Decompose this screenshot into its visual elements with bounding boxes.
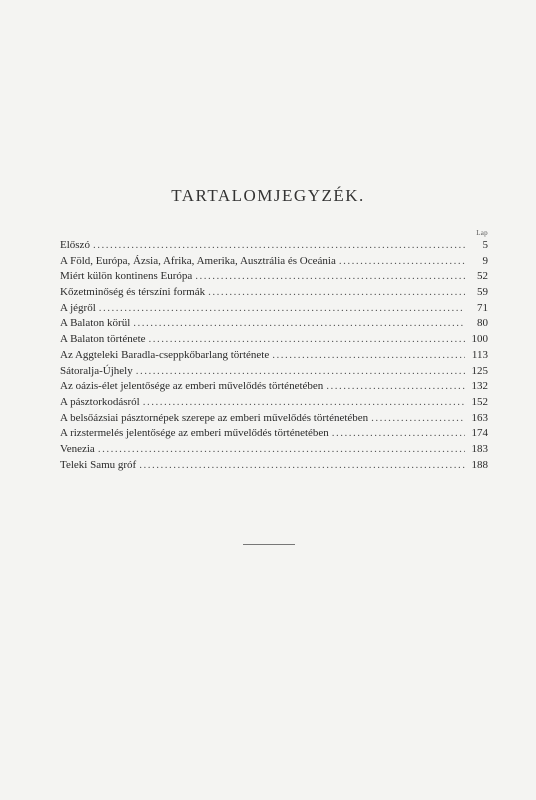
leader-dots [208, 285, 465, 301]
toc-entry [60, 364, 488, 380]
toc-entry-page: 113 [471, 348, 488, 361]
toc-entry-title: A jégről [60, 301, 96, 314]
toc-entry [60, 379, 488, 395]
toc-entry-title: A Föld, Európa, Ázsia, Afrika, Amerika, Ausztrália és Oceánia [60, 254, 336, 267]
toc-entry-page: 152 [471, 395, 488, 408]
toc-entry-title: Az Aggteleki Baradla-cseppkőbarlang története [60, 348, 270, 361]
toc-entry [60, 238, 488, 254]
toc-entry-title: Előszó [60, 239, 90, 251]
toc-entry [60, 442, 488, 458]
toc-entry-title: Sátoralja-Újhely [60, 364, 133, 377]
toc-entry-page: 5 [482, 239, 488, 251]
page-title: TARTALOMJEGYZÉK. [171, 186, 365, 205]
toc-entry-page: 100 [471, 333, 488, 346]
toc-entry-page: 52 [477, 270, 488, 283]
leader-dots [139, 458, 465, 474]
toc-entry-title: Teleki Samu gróf [60, 458, 137, 471]
leader-dots [98, 442, 465, 458]
toc-entry-page: 9 [482, 254, 488, 267]
toc-entry [60, 332, 488, 348]
table-of-contents [60, 238, 488, 473]
closing-rule [243, 544, 295, 545]
toc-entry-page: 174 [471, 427, 488, 440]
toc-entry [60, 285, 488, 301]
leader-dots [339, 254, 465, 270]
toc-entry-page: 59 [477, 286, 488, 299]
toc-entry [60, 395, 488, 411]
toc-entry [60, 348, 488, 364]
toc-entry-title: Venezia [60, 442, 95, 455]
leader-dots [332, 426, 465, 442]
leader-dots [371, 411, 465, 427]
toc-entry [60, 254, 488, 270]
toc-entry-title: Kőzetminőség és térszíni formák [60, 286, 206, 299]
leader-dots [195, 269, 465, 285]
toc-entry [60, 316, 488, 332]
toc-entry-title: Miért külön kontinens Európa [60, 270, 193, 283]
toc-entry-title: A rizstermelés jelentősége az emberi művelődés történetében [60, 427, 329, 440]
leader-dots [136, 364, 465, 380]
toc-entry-page: 132 [471, 380, 488, 393]
page-column-label: Lap [476, 229, 488, 237]
toc-entry-page: 163 [471, 411, 488, 424]
toc-entry [60, 426, 488, 442]
leader-dots [326, 379, 465, 395]
toc-entry-title: A Balaton története [60, 333, 146, 346]
toc-entry-page: 125 [471, 364, 488, 377]
leader-dots [272, 348, 465, 364]
toc-entry-title: Az oázis-élet jelentősége az emberi művelődés történetében [60, 380, 324, 393]
toc-entry-page: 188 [471, 458, 488, 471]
toc-entry-title: A pásztorkodásról [60, 395, 140, 408]
toc-entry-page: 71 [477, 301, 488, 314]
toc-entry [60, 269, 488, 285]
leader-dots [133, 316, 465, 332]
toc-entry [60, 458, 488, 474]
leader-dots [99, 301, 465, 317]
toc-entry [60, 411, 488, 427]
toc-entry-title: A Balaton körül [60, 317, 131, 330]
toc-entry [60, 301, 488, 317]
toc-entry-page: 183 [471, 442, 488, 455]
toc-entry-page: 80 [477, 317, 488, 330]
toc-entry-title: A belsőázsiai pásztornépek szerepe az emberi művelődés történetében [60, 411, 369, 424]
leader-dots [143, 395, 465, 411]
leader-dots [149, 332, 465, 348]
leader-dots [93, 238, 465, 254]
